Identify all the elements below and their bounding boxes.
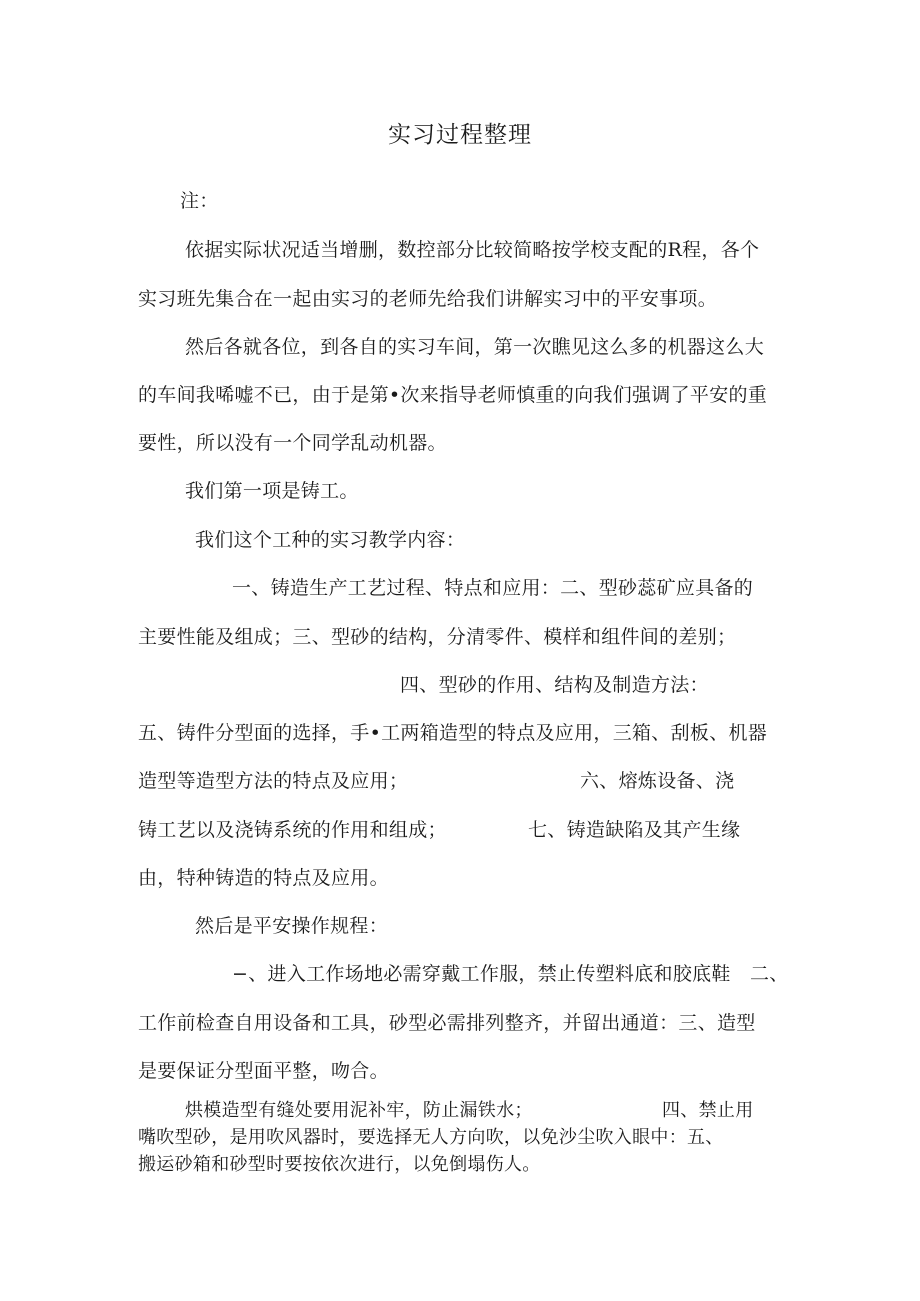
paragraph-6-line-1b: 四、禁止用	[662, 1100, 754, 1121]
content-line-5b: 六、熔炼设备、浇	[580, 770, 735, 792]
paragraph-2-line-3: 要性，所以没有一个同学乱动机器。	[138, 432, 447, 454]
paragraph-2-line-1: 然后各就各位，到各自的实习车间，第一次瞧见这么多的机器这么大	[185, 336, 765, 358]
paragraph-6-line-2: 嘴吹型砂，是用吹风器时，要选择无人方向吹，以免沙尘吹入眼中：五、	[138, 1127, 724, 1148]
content-line-5a: 造型等造型方法的特点及应用；	[138, 770, 409, 792]
rules-line-3: 是要保证分型面平整，吻合。	[138, 1060, 389, 1082]
content-line-6b: 七、铸造缺陷及其产生缘	[528, 819, 741, 841]
paragraph-1-line-2: 实习班先集合在一起由实习的老师先给我们讲解实习中的平安事项。	[138, 288, 718, 310]
document-title: 实习过程整理	[388, 122, 532, 148]
content-line-7: 由，特种铸造的特点及应用。	[138, 867, 389, 889]
paragraph-6-line-1a: 烘模造型有缝处要用泥补牢，防止漏铁水；	[185, 1100, 533, 1121]
paragraph-6-line-3: 搬运砂箱和砂型时要按依次进行，以免倒塌伤人。	[138, 1154, 541, 1175]
paragraph-5: 然后是平安操作规程：	[195, 915, 389, 937]
rules-line-1b: 二、	[750, 963, 789, 985]
paragraph-1-line-1: 依据实际状况适当增删，数控部分比较简略按学校支配的R程，各个	[185, 239, 760, 261]
paragraph-4: 我们这个工种的实习教学内容：	[195, 529, 466, 551]
paragraph-2-line-2: 的车间我唏嘘不已，由于是第•次来指导老师慎重的向我们强调了平安的重	[138, 384, 768, 406]
content-line-6a: 铸工艺以及浇铸系统的作用和组成；	[138, 819, 447, 841]
content-line-4: 五、铸件分型面的选择，手•工两箱造型的特点及应用，三箱、刮板、机器	[138, 722, 768, 744]
content-line-1: 一、铸造生产工艺过程、特点和应用：二、型砂蕊矿应具备的	[232, 577, 754, 599]
content-line-3: 四、型砂的作用、结构及制造方法：	[400, 674, 709, 696]
paragraph-3: 我们第一项是铸工。	[185, 480, 359, 502]
rules-line-1: −、进入工作场地必需穿戴工作服，禁止传塑料底和胶底鞋	[232, 963, 731, 985]
rules-line-2: 工作前检查自用设备和工具，砂型必需排列整齐，并留出通道：三、造型	[138, 1012, 756, 1034]
content-line-2: 主要性能及组成；三、型砂的结构，分清零件、模样和组件间的差别；	[138, 626, 737, 648]
note-label: 注：	[180, 190, 219, 212]
